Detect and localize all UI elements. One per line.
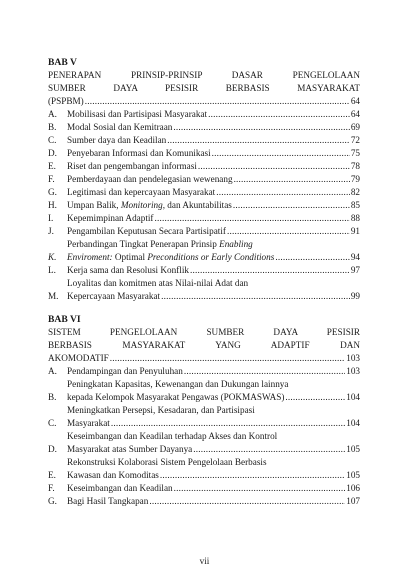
entry-text: Kawasan dan Komoditas [67,470,159,480]
dot-leader [212,147,350,160]
entry-text-line: Rekonstruksi Kolaborasi Sistem Pengelolaan Berbasis [67,457,267,467]
page-footer-number: vii [199,556,210,566]
page-number: 107 [346,496,360,506]
dot-leader [85,95,350,108]
page-number: 105 [346,444,360,454]
entry-text-line: Loyalitas dan komitmen atas Nilai-nilai Adat dan [67,278,249,288]
entry-text: (PSPBM) [48,96,84,106]
entry-text: Kerja sama dan Resolusi Konflik [67,265,189,275]
entry-text: Pendampingan dan Penyuluhan [67,366,183,376]
toc-entry[interactable] [48,173,360,186]
page-number: 82 [350,187,360,197]
entry-text: Sumber daya dan Keadilan [67,135,167,145]
entry-letter: A. [48,109,57,119]
entry-letter: B. [48,122,57,132]
toc-entry[interactable] [48,186,360,199]
dot-leader [285,391,345,404]
toc-entry[interactable] [48,199,360,212]
chapter-heading-line: SISTEM PENGELOLAAN SUMBER DAYA PESISIR [48,327,360,337]
page-number: 105 [346,470,360,480]
entry-letter: G. [48,187,57,197]
entry-text: kepada Kelompok Masyarakat Pengawas (POKMASWAS) [67,392,285,402]
toc-entry[interactable] [48,430,360,456]
entry-letter: C. [48,135,57,145]
toc-entry[interactable] [48,238,360,264]
dot-leader [275,251,349,264]
page-number: 85 [350,200,360,210]
page-number: 75 [350,148,360,158]
entry-text: Bagi Hasil Tangkapan [67,496,149,506]
page-number: 72 [350,135,360,145]
toc-entry[interactable] [48,365,360,378]
toc-entry[interactable] [48,482,360,495]
page-number: 69 [350,122,360,132]
entry-text: Legitimasi dan kepercayaan Masyarakat [67,187,216,197]
entry-letter: K. [48,252,57,262]
dot-leader [149,495,345,508]
dot-leader [227,225,350,238]
entry-text: Kepercayaan Masyarakat [67,291,161,301]
table-of-contents [48,56,360,508]
page-number: 103 [346,366,360,376]
entry-text: Enviroment: Optimal Preconditions or Early Conditions [67,252,275,262]
entry-text: Pengambilan Keputusan Secara Partisipatif [67,226,226,236]
dot-leader [198,160,350,173]
entry-text-line: Peningkatan Kapasitas, Kewenangan dan Dukungan lainnya [67,379,289,389]
page-number: 94 [350,252,360,262]
entry-letter: G. [48,496,57,506]
dot-leader [190,264,350,277]
chapter-heading-line: BERBASIS MASYARAKAT YANG ADAPTIF DAN [48,340,360,350]
dot-leader [208,108,350,121]
toc-entry[interactable] [48,495,360,508]
dot-leader [111,417,345,430]
entry-text-line: Keseimbangan dan Keadilan terhadap Akses dan Kontrol [67,431,278,441]
page-number: 88 [350,213,360,223]
page-number: 99 [350,291,360,301]
toc-entry[interactable] [48,456,360,482]
entry-text: Masyarakat atas Sumber Dayanya [67,444,193,454]
entry-text: Penyebaran Informasi dan Komunikasi [67,148,211,158]
chapter-title: BAB V [48,57,77,68]
page-number: 103 [346,353,360,363]
page-number: 79 [350,174,360,184]
page-number: 78 [350,161,360,171]
dot-leader [110,352,345,365]
dot-leader [160,469,345,482]
page-number: 104 [346,418,360,428]
dot-leader [167,134,350,147]
entry-letter: E. [48,161,56,171]
entry-letter: I. [48,213,54,223]
page-number: 64 [350,109,360,119]
entry-letter: D. [48,148,57,158]
toc-entry[interactable] [48,160,360,173]
page-number: 106 [346,483,360,493]
entry-letter: C. [48,418,57,428]
dot-leader [161,290,350,303]
dot-leader [174,482,346,495]
toc-entry[interactable] [48,95,360,108]
dot-leader [216,186,350,199]
entry-letter: J. [48,226,54,236]
toc-entry[interactable] [48,277,360,303]
entry-text: Umpan Balik, Monitoring, dan Akuntabilitas [67,200,232,210]
toc-entry[interactable] [48,212,360,225]
entry-letter: A. [48,366,57,376]
entry-letter: F. [48,483,55,493]
entry-text: Modal Sosial dan Kemitraan [67,122,173,132]
entry-letter: H. [48,200,57,210]
entry-letter: E. [48,470,56,480]
toc-entry[interactable] [48,134,360,147]
page-number: 104 [346,392,360,402]
chapter-heading-line: SUMBER DAYA PESISIR BERBASIS MASYARAKAT [48,83,360,93]
toc-entry[interactable] [48,225,360,238]
entry-text: Mobilisasi dan Partisipasi Masyarakat [67,109,208,119]
entry-letter: D. [48,444,57,454]
toc-entry[interactable] [48,404,360,430]
dot-leader [233,199,350,212]
page-number: 91 [350,226,360,236]
dot-leader [173,121,349,134]
toc-entry[interactable] [48,264,360,277]
toc-entry[interactable] [48,108,360,121]
toc-entry[interactable] [48,121,360,134]
page-number: 64 [350,96,360,106]
dot-leader [184,365,345,378]
chapter-title: BAB VI [48,314,81,325]
page-number: 97 [350,265,360,275]
toc-entry[interactable] [48,352,360,365]
toc-entry[interactable] [48,378,360,404]
toc-entry[interactable] [48,147,360,160]
entry-text: Masyarakat [67,418,110,428]
entry-text: AKOMODATIF [48,353,109,363]
entry-text-line: Meningkatkan Persepsi, Kesadaran, dan Partisipasi [67,405,255,415]
entry-text: Keseimbangan dan Keadilan [67,483,173,493]
entry-text: Pemberdayaan dan pendelegasian wewenang [67,174,233,184]
entry-letter: B. [48,392,57,402]
dot-leader [234,173,350,186]
dot-leader [155,212,350,225]
entry-text: Kepemimpinan Adaptif [67,213,154,223]
dot-leader [193,443,345,456]
entry-text: Riset dan pengembangan informasi [67,161,197,171]
entry-letter: L. [48,265,56,275]
entry-text-line: Perbandingan Tingkat Penerapan Prinsip Enabling [67,239,253,249]
entry-letter: F. [48,174,55,184]
chapter-heading-line: PENERAPAN PRINSIP-PRINSIP DASAR PENGELOLAAN [48,70,360,80]
entry-letter: M. [48,291,59,301]
